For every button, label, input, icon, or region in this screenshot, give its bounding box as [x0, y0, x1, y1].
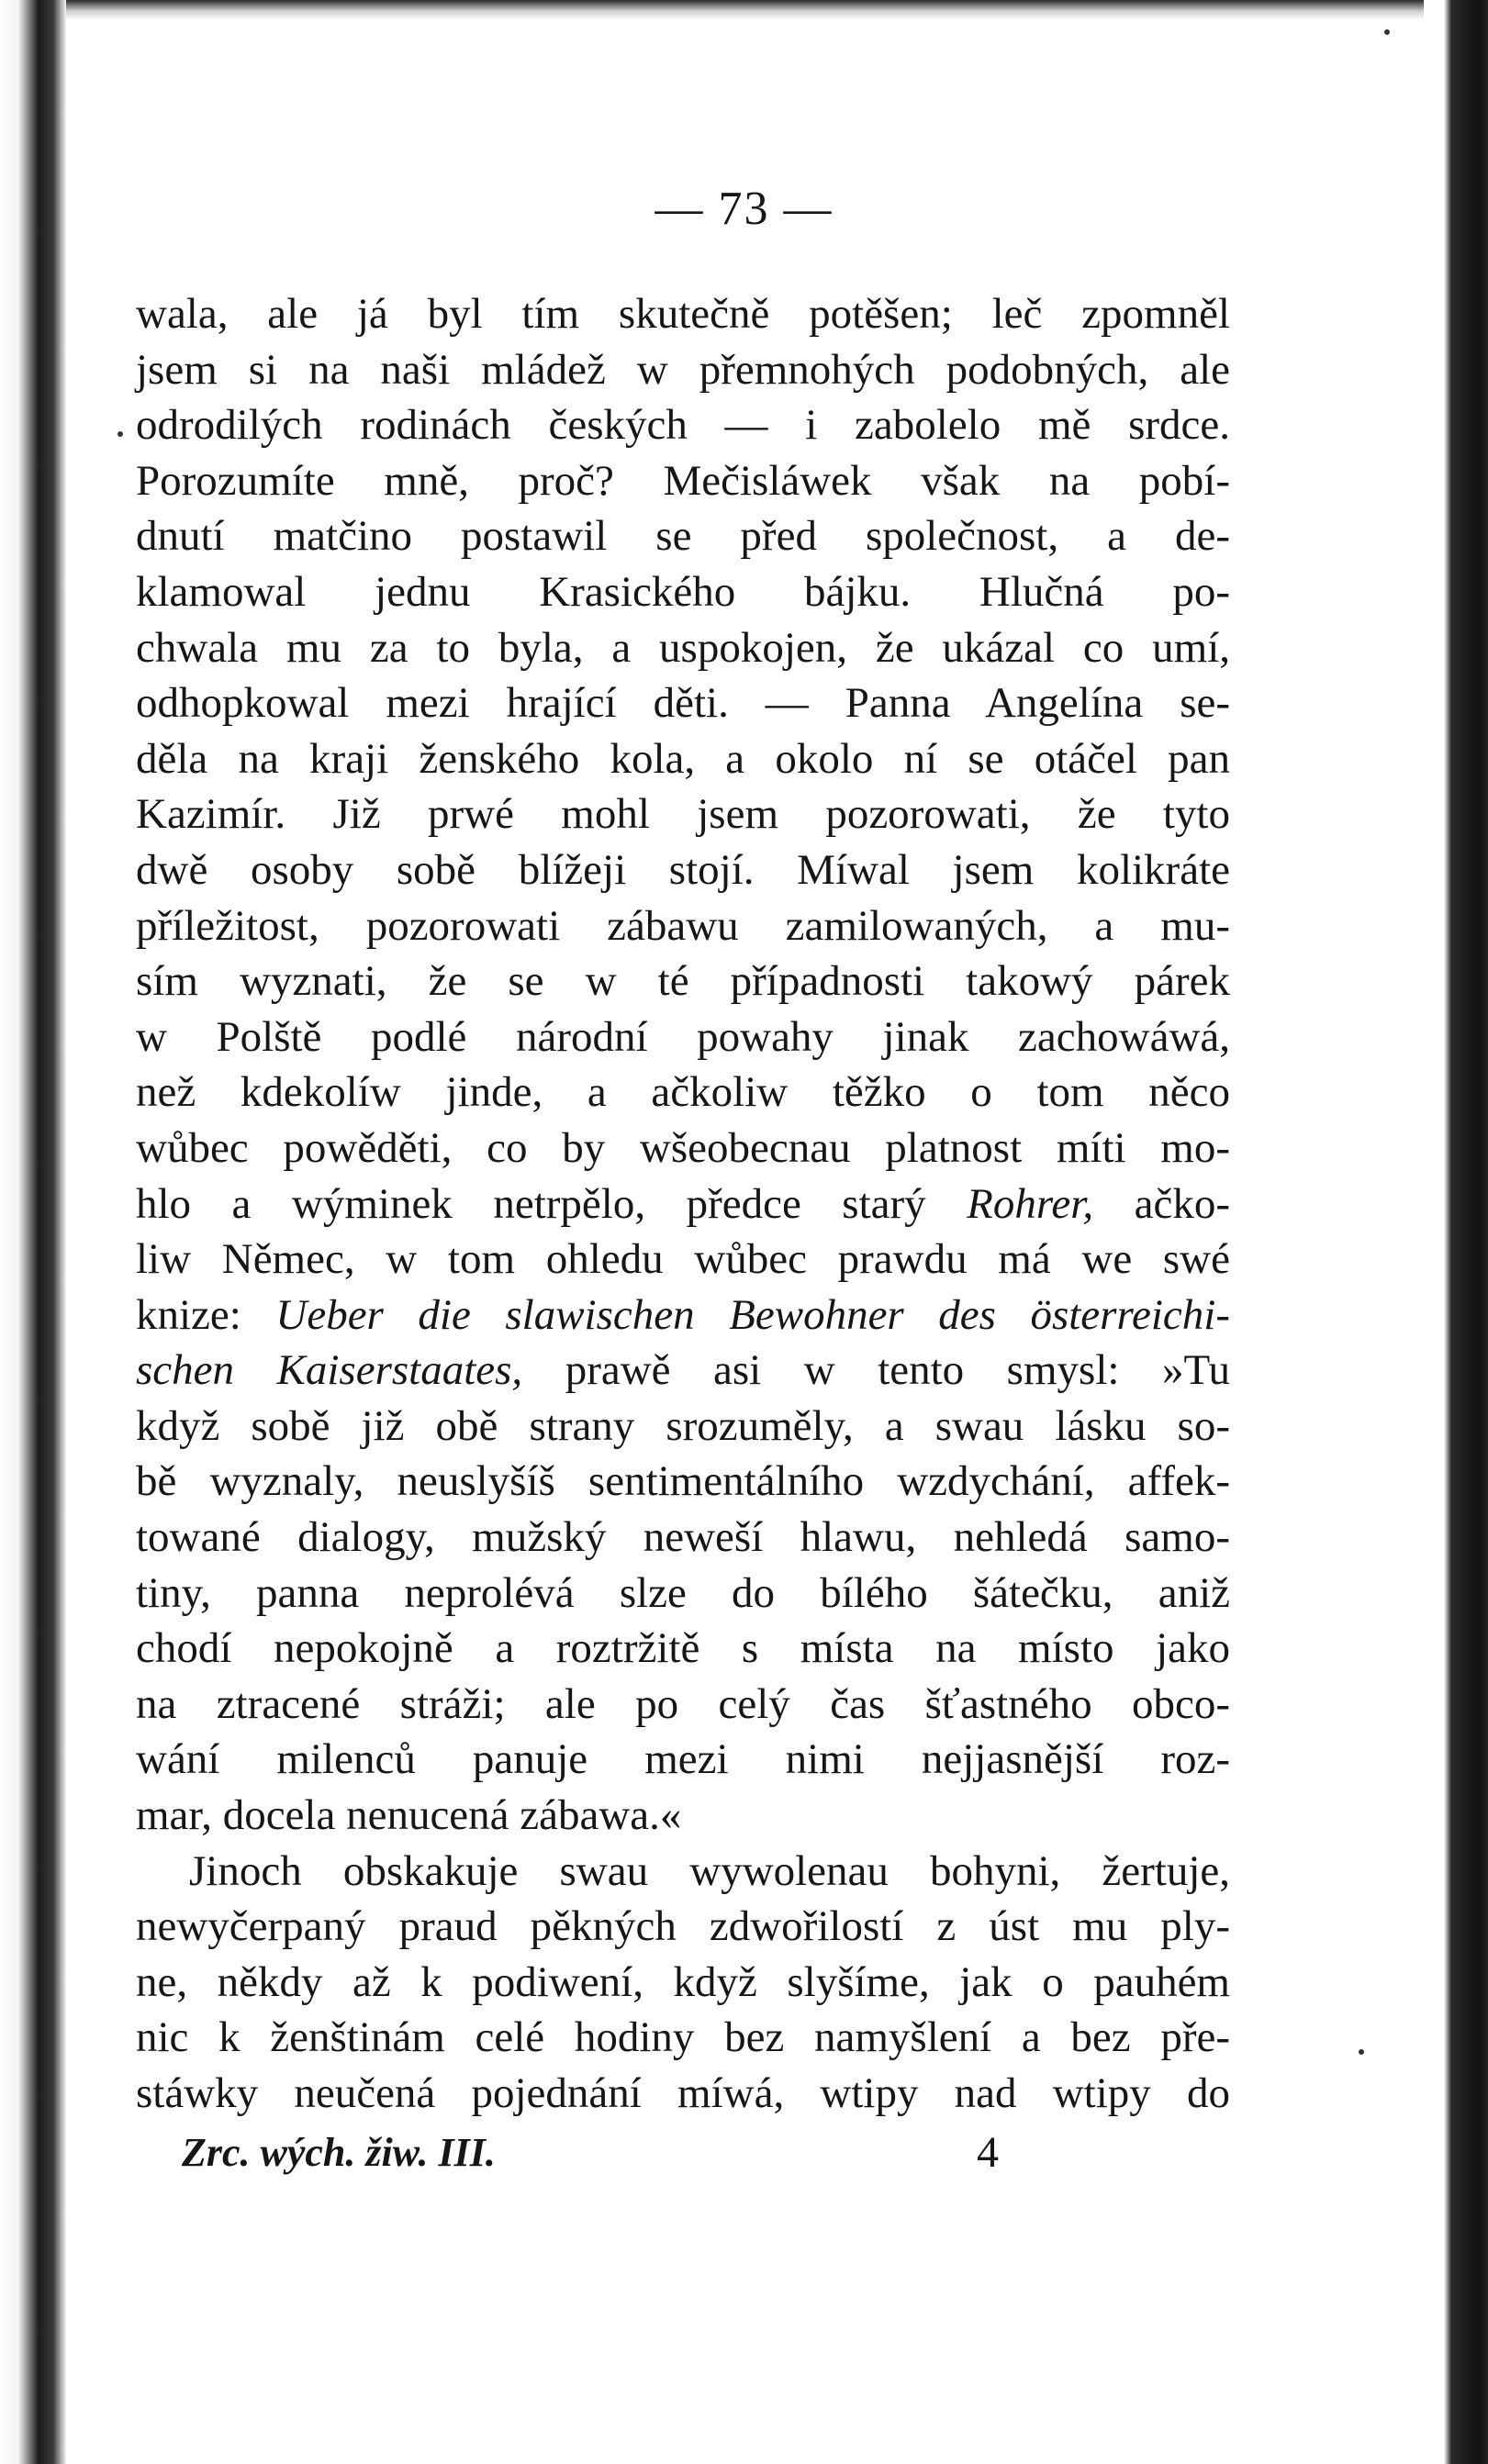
text-line: příležitost, pozorowati zábawu zamilowaných, a mu-	[136, 901, 1230, 950]
text-line: mar, docela nenucená zábawa.«	[136, 1791, 682, 1840]
text-line: newyčerpaný praud pěkných zdwořilostí z úst mu ply-	[136, 1902, 1230, 1951]
text-line: jsem si na naši mládež w přemnohých podobných, ale	[136, 345, 1230, 394]
text-line: ne, někdy až k podiwení, když slyšíme, jak o pauhém	[136, 1957, 1230, 2006]
italic-title: Ueber die slawischen Bewohner des österreichi-	[275, 1290, 1230, 1339]
text-line: bě wyznaly, neuslyšíš sentimentálního wzdychání, affek-	[136, 1457, 1230, 1506]
italic-title: schen Kaiserstaates,	[136, 1346, 523, 1395]
text-line: než kdekolíw jinde, a ačkoliw těžko o tom něco	[136, 1068, 1230, 1117]
scan-left-edge	[0, 0, 66, 2464]
scan-speck	[1359, 2049, 1364, 2055]
text-line: w Polště podlé národní powahy jinak zachowáwá,	[136, 1012, 1230, 1061]
text-line: na ztracené stráži; ale po celý čas šťastného obco-	[136, 1679, 1230, 1728]
text-line: schen Kaiserstaates, prawě asi w tento smysl: »Tu	[136, 1346, 1230, 1395]
text-line: tiny, panna neprolévá slze do bílého šátečku, aniž	[136, 1568, 1230, 1617]
text-line: wání milenců panuje mezi nimi nejjasnější roz-	[136, 1735, 1230, 1784]
scan-speck	[1384, 29, 1390, 35]
printer-signature: Zrc. wých. žiw. III.	[182, 2130, 496, 2175]
text-line: dwě osoby sobě blížeji stojí. Míwal jsem kolikráte	[136, 845, 1230, 894]
text-line: wůbec powěděti, co by wšeobecnau platnost míti mo-	[136, 1123, 1230, 1172]
text-line: sím wyznati, že se w té případnosti takowý párek	[136, 957, 1230, 1006]
text-line: děla na kraji ženského kola, a okolo ní se otáčel pan	[136, 734, 1230, 783]
text-line: když sobě již obě strany srozuměly, a swau lásku so-	[136, 1401, 1230, 1450]
text-line: odhopkowal mezi hrající děti. — Panna Angelína se-	[136, 679, 1230, 728]
page-number: — 73 —	[654, 183, 834, 235]
text-line: chwala mu za to byla, a uspokojen, že ukázal co umí,	[136, 623, 1230, 672]
text-line: klamowal jednu Krasického bájku. Hlučná po-	[136, 567, 1230, 616]
text-line: odrodilých rodinách českých — i zabolelo mě srdce.	[136, 401, 1230, 450]
text-line: stáwky neučená pojednání míwá, wtipy nad wtipy do	[136, 2069, 1230, 2117]
text-line: hlo a wýminek netrpělo, předce starý Rohrer, ačko-	[136, 1179, 1230, 1228]
sheet-mark: 4	[977, 2128, 999, 2177]
text-line: nic k ženštinám celé hodiny bez namyšlení a bez pře-	[136, 2013, 1230, 2062]
scan-right-edge	[1424, 0, 1488, 2464]
text-line: dnutí matčino postawil se před společnost, a de-	[136, 512, 1230, 561]
text-line: Porozumíte mně, proč? Mečisláwek však na pobí-	[136, 456, 1230, 505]
text-line: knize: Ueber die slawischen Bewohner des österreichi-	[136, 1290, 1230, 1339]
text-line: wala, ale já byl tím skutečně potěšen; leč zpomněl	[136, 290, 1230, 338]
body-text	[136, 286, 1230, 2122]
text-line: liw Němec, w tom ohledu wůbec prawdu má we swé	[136, 1235, 1230, 1284]
scan-speck	[117, 431, 123, 437]
text-line: Kazimír. Již prwé mohl jsem pozorowati, že tyto	[136, 790, 1230, 839]
italic-title: Rohrer,	[967, 1179, 1094, 1228]
scan-top-edge	[66, 0, 1424, 20]
text-line: Jinoch obskakuje swau wywolenau bohyni, žertuje,	[189, 1846, 1230, 1895]
text-line: towané dialogy, mužský neweší hlawu, nehledá samo-	[136, 1513, 1230, 1562]
text-line: chodí nepokojně a roztržitě s místa na místo jako	[136, 1624, 1230, 1673]
